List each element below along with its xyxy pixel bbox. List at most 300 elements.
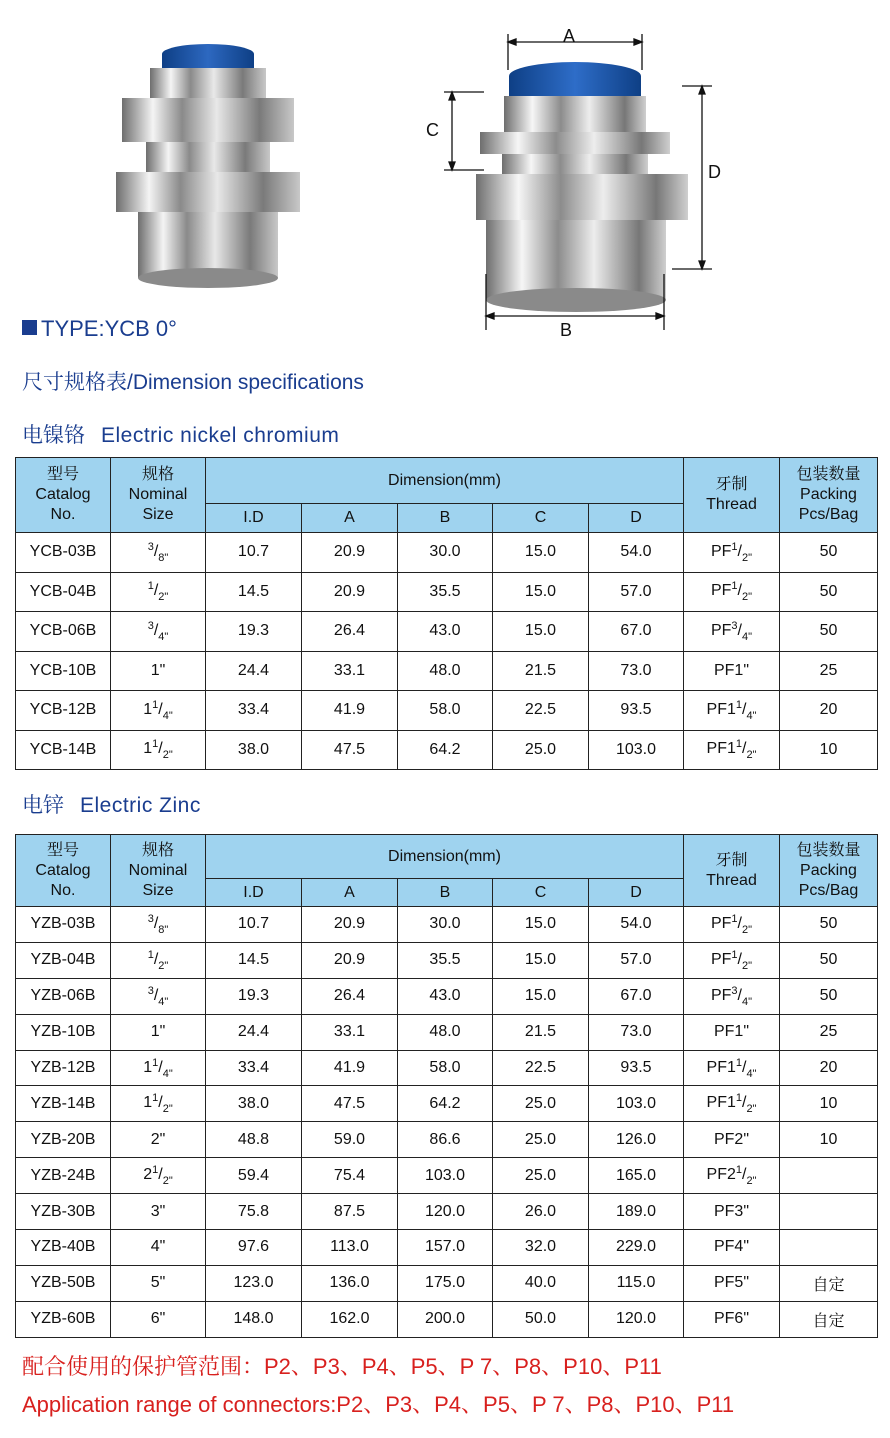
fraction-value bbox=[143, 738, 173, 762]
fraction-value bbox=[710, 580, 753, 604]
fraction-whole: 2" bbox=[150, 1130, 166, 1148]
cell-c: 22.5 bbox=[493, 1050, 589, 1086]
cell-c: 21.5 bbox=[493, 651, 589, 691]
cell-c: 21.5 bbox=[493, 1014, 589, 1050]
cell-packing: 自定 bbox=[780, 1301, 878, 1337]
cell-size bbox=[111, 612, 206, 652]
fraction-denominator: 4" bbox=[158, 995, 169, 1008]
fraction-whole: PF6" bbox=[713, 1310, 750, 1328]
cell-id: 148.0 bbox=[206, 1301, 302, 1337]
header-dimension: Dimension(mm) bbox=[206, 835, 684, 879]
fraction-numerator: 1 bbox=[731, 580, 738, 593]
spec-title: 尺寸规格表/Dimension specifications bbox=[22, 371, 364, 394]
cell-catalog: YZB-20B bbox=[16, 1122, 111, 1158]
fraction-numerator: 3 bbox=[147, 540, 154, 553]
cell-id: 19.3 bbox=[206, 612, 302, 652]
cell-size bbox=[111, 1122, 206, 1158]
cell-catalog: YZB-12B bbox=[16, 1050, 111, 1086]
fraction-numerator: 1 bbox=[147, 580, 154, 593]
cell-id: 24.4 bbox=[206, 1014, 302, 1050]
cell-id: 10.7 bbox=[206, 907, 302, 943]
fraction-value bbox=[706, 1092, 757, 1116]
table-row bbox=[16, 907, 878, 943]
fraction-slash: / bbox=[158, 1058, 163, 1076]
cell-thread bbox=[684, 1301, 780, 1337]
cell-size bbox=[111, 907, 206, 943]
cell-packing bbox=[780, 1158, 878, 1194]
cell-size bbox=[111, 1086, 206, 1122]
cell-catalog: YZB-10B bbox=[16, 1014, 111, 1050]
fraction-denominator: 4" bbox=[742, 995, 753, 1008]
cell-c: 15.0 bbox=[493, 907, 589, 943]
fraction-denominator: 2" bbox=[158, 591, 169, 604]
fraction-slash: / bbox=[737, 950, 742, 968]
fraction-numerator: 1 bbox=[735, 1056, 742, 1069]
cell-b: 35.5 bbox=[398, 942, 493, 978]
cell-thread bbox=[684, 1122, 780, 1158]
cell-d: 103.0 bbox=[589, 730, 684, 770]
fraction-whole: PF4" bbox=[713, 1238, 750, 1256]
table-row bbox=[16, 978, 878, 1014]
fraction-whole: PF2" bbox=[713, 1130, 750, 1148]
cell-b: 64.2 bbox=[398, 1086, 493, 1122]
cell-c: 25.0 bbox=[493, 1122, 589, 1158]
fraction-numerator: 1 bbox=[735, 1092, 742, 1105]
fraction-value bbox=[714, 662, 749, 679]
header-id: I.D bbox=[206, 504, 302, 533]
fraction-numerator: 1 bbox=[735, 738, 742, 751]
cell-d: 67.0 bbox=[589, 612, 684, 652]
table-row bbox=[16, 1265, 878, 1301]
cell-catalog: YCB-04B bbox=[16, 572, 111, 612]
cell-id: 33.4 bbox=[206, 1050, 302, 1086]
fraction-numerator: 1 bbox=[152, 738, 159, 751]
fraction-denominator: 4" bbox=[746, 1067, 757, 1080]
table-row bbox=[16, 1086, 878, 1122]
cell-a: 20.9 bbox=[302, 942, 398, 978]
fraction-numerator: 1 bbox=[152, 1056, 159, 1069]
fraction-slash: / bbox=[741, 700, 747, 718]
fraction-value bbox=[151, 1310, 166, 1327]
cell-id: 10.7 bbox=[206, 533, 302, 573]
cell-c: 15.0 bbox=[493, 942, 589, 978]
cell-size bbox=[111, 1014, 206, 1050]
cell-size bbox=[111, 1230, 206, 1266]
cell-size bbox=[111, 691, 206, 731]
fraction-whole: 6" bbox=[150, 1310, 166, 1328]
fraction-value bbox=[147, 948, 169, 972]
cell-packing bbox=[780, 1194, 878, 1230]
header-a: A bbox=[302, 879, 398, 907]
cell-catalog: YCB-14B bbox=[16, 730, 111, 770]
cell-packing: 50 bbox=[780, 572, 878, 612]
cell-d: 67.0 bbox=[589, 978, 684, 1014]
cell-size bbox=[111, 942, 206, 978]
cell-id: 14.5 bbox=[206, 572, 302, 612]
fraction-denominator: 4" bbox=[162, 1067, 173, 1080]
cell-thread bbox=[684, 978, 780, 1014]
cell-b: 64.2 bbox=[398, 730, 493, 770]
dim-label-a: A bbox=[563, 26, 576, 46]
fraction-value bbox=[714, 1023, 749, 1040]
fraction-whole: PF2 bbox=[706, 1166, 736, 1184]
fraction-denominator: 2" bbox=[742, 959, 753, 972]
cell-catalog: YZB-60B bbox=[16, 1301, 111, 1337]
fraction-value bbox=[714, 1238, 749, 1255]
fraction-numerator: 1 bbox=[731, 948, 738, 961]
cell-c: 26.0 bbox=[493, 1194, 589, 1230]
fraction-whole: PF bbox=[710, 582, 732, 600]
section-title-zinc bbox=[22, 789, 201, 819]
cell-size bbox=[111, 1158, 206, 1194]
fraction-whole: 1 bbox=[143, 1058, 153, 1076]
cell-thread bbox=[684, 533, 780, 573]
fraction-value bbox=[147, 540, 169, 564]
header-id: I.D bbox=[206, 879, 302, 907]
fraction-whole: PF1 bbox=[706, 1058, 736, 1076]
fraction-value bbox=[706, 1164, 757, 1188]
fraction-whole: 4" bbox=[150, 1238, 166, 1256]
cell-b: 35.5 bbox=[398, 572, 493, 612]
cell-id: 24.4 bbox=[206, 651, 302, 691]
cell-b: 157.0 bbox=[398, 1230, 493, 1266]
fraction-denominator: 8" bbox=[158, 923, 169, 936]
cell-id: 59.4 bbox=[206, 1158, 302, 1194]
fraction-slash: / bbox=[158, 700, 163, 718]
cell-d: 73.0 bbox=[589, 651, 684, 691]
cell-size bbox=[111, 1050, 206, 1086]
header-c: C bbox=[493, 879, 589, 907]
header-dimension: Dimension(mm) bbox=[206, 458, 684, 504]
table-row bbox=[16, 1014, 878, 1050]
table-row bbox=[16, 942, 878, 978]
application-range-cn: 配合使用的保护管范围：P2、P3、P4、P5、P 7、P8、P10、P11 bbox=[22, 1354, 662, 1379]
cell-packing bbox=[780, 1230, 878, 1266]
cell-a: 20.9 bbox=[302, 907, 398, 943]
cell-packing: 50 bbox=[780, 978, 878, 1014]
fraction-whole: PF1 bbox=[706, 1094, 736, 1112]
fraction-value bbox=[710, 540, 753, 564]
cell-packing: 20 bbox=[780, 691, 878, 731]
application-range-en: Application range of connectors:P2、P3、P4、P5、P 7、P8、P10、P11 bbox=[22, 1392, 735, 1417]
fraction-denominator: 4" bbox=[746, 709, 757, 722]
cell-packing: 10 bbox=[780, 1086, 878, 1122]
cell-b: 120.0 bbox=[398, 1194, 493, 1230]
type-heading bbox=[22, 316, 177, 342]
cell-d: 54.0 bbox=[589, 907, 684, 943]
header-packing: 包装数量 Packing Pcs/Bag bbox=[780, 458, 878, 533]
cell-b: 200.0 bbox=[398, 1301, 493, 1337]
dim-label-b: B bbox=[560, 320, 573, 340]
fraction-whole: PF bbox=[710, 950, 732, 968]
cell-size bbox=[111, 730, 206, 770]
spec-table-nickel bbox=[15, 457, 878, 770]
header-b: B bbox=[398, 879, 493, 907]
fraction-numerator: 3 bbox=[147, 984, 154, 997]
fraction-value bbox=[706, 698, 757, 722]
cell-thread bbox=[684, 907, 780, 943]
fraction-slash: / bbox=[158, 1166, 163, 1184]
cell-b: 48.0 bbox=[398, 1014, 493, 1050]
fraction-numerator: 1 bbox=[735, 1164, 742, 1177]
fraction-denominator: 2" bbox=[746, 749, 757, 762]
cell-c: 15.0 bbox=[493, 533, 589, 573]
cell-a: 33.1 bbox=[302, 1014, 398, 1050]
fraction-value bbox=[151, 1131, 166, 1148]
fraction-value bbox=[151, 1274, 166, 1291]
fraction-whole: 1 bbox=[143, 1094, 153, 1112]
cell-b: 43.0 bbox=[398, 978, 493, 1014]
cell-thread bbox=[684, 730, 780, 770]
cell-thread bbox=[684, 1158, 780, 1194]
table-row bbox=[16, 691, 878, 731]
section-title-en: Electric nickel chromium bbox=[101, 424, 340, 447]
cell-packing: 25 bbox=[780, 651, 878, 691]
fraction-slash: / bbox=[741, 1094, 747, 1112]
fraction-slash: / bbox=[153, 950, 159, 968]
type-label: TYPE:YCB 0° bbox=[41, 316, 177, 341]
connector-photo-left bbox=[108, 40, 308, 290]
table-row bbox=[16, 1122, 878, 1158]
fraction-whole: PF bbox=[710, 986, 732, 1004]
cell-d: 73.0 bbox=[589, 1014, 684, 1050]
fraction-value bbox=[714, 1203, 749, 1220]
table-row bbox=[16, 730, 878, 770]
header-catalog: 型号 Catalog No. bbox=[16, 458, 111, 533]
cell-c: 25.0 bbox=[493, 1086, 589, 1122]
cell-packing: 50 bbox=[780, 907, 878, 943]
fraction-numerator: 1 bbox=[152, 698, 159, 711]
fraction-slash: / bbox=[741, 1166, 747, 1184]
fraction-whole: 5" bbox=[150, 1274, 166, 1292]
cell-a: 20.9 bbox=[302, 572, 398, 612]
fraction-slash: / bbox=[158, 740, 163, 758]
cell-id: 19.3 bbox=[206, 978, 302, 1014]
header-thread: 牙制 Thread bbox=[684, 835, 780, 907]
fraction-numerator: 1 bbox=[152, 1164, 159, 1177]
cell-size bbox=[111, 533, 206, 573]
cell-d: 57.0 bbox=[589, 572, 684, 612]
fraction-numerator: 3 bbox=[731, 619, 738, 632]
fraction-value bbox=[710, 912, 753, 936]
cell-thread bbox=[684, 612, 780, 652]
cell-id: 33.4 bbox=[206, 691, 302, 731]
fraction-slash: / bbox=[153, 542, 159, 560]
cell-a: 33.1 bbox=[302, 651, 398, 691]
cell-c: 40.0 bbox=[493, 1265, 589, 1301]
fraction-value bbox=[706, 1056, 757, 1080]
cell-id: 38.0 bbox=[206, 1086, 302, 1122]
cell-packing: 10 bbox=[780, 1122, 878, 1158]
fraction-slash: / bbox=[158, 1094, 163, 1112]
header-packing: 包装数量 Packing Pcs/Bag bbox=[780, 835, 878, 907]
cell-a: 26.4 bbox=[302, 978, 398, 1014]
fraction-slash: / bbox=[737, 621, 742, 639]
cell-catalog: YZB-04B bbox=[16, 942, 111, 978]
fraction-value bbox=[710, 984, 753, 1008]
section-title-en: Electric Zinc bbox=[80, 794, 201, 817]
table-row bbox=[16, 1050, 878, 1086]
fraction-denominator: 2" bbox=[162, 1103, 173, 1116]
fraction-whole: PF1 bbox=[706, 700, 736, 718]
cell-thread bbox=[684, 1086, 780, 1122]
connector-dimension-diagram bbox=[420, 20, 740, 350]
cell-d: 126.0 bbox=[589, 1122, 684, 1158]
cell-b: 30.0 bbox=[398, 907, 493, 943]
fraction-slash: / bbox=[153, 914, 159, 932]
fraction-denominator: 2" bbox=[742, 551, 753, 564]
fraction-whole: 1" bbox=[150, 1023, 166, 1041]
fraction-slash: / bbox=[741, 1058, 747, 1076]
section-title-nickel bbox=[22, 419, 339, 449]
cell-thread bbox=[684, 1014, 780, 1050]
table-body-nickel bbox=[16, 533, 878, 770]
cell-d: 120.0 bbox=[589, 1301, 684, 1337]
fraction-denominator: 4" bbox=[162, 709, 173, 722]
fraction-value bbox=[147, 984, 169, 1008]
cell-id: 48.8 bbox=[206, 1122, 302, 1158]
cell-b: 30.0 bbox=[398, 533, 493, 573]
cell-c: 50.0 bbox=[493, 1301, 589, 1337]
cell-catalog: YZB-14B bbox=[16, 1086, 111, 1122]
cell-a: 26.4 bbox=[302, 612, 398, 652]
table-row bbox=[16, 572, 878, 612]
fraction-denominator: 2" bbox=[746, 1175, 757, 1188]
cell-catalog: YZB-30B bbox=[16, 1194, 111, 1230]
fraction-numerator: 1 bbox=[735, 698, 742, 711]
header-d: D bbox=[589, 504, 684, 533]
cell-a: 47.5 bbox=[302, 1086, 398, 1122]
fraction-slash: / bbox=[737, 582, 742, 600]
cell-c: 15.0 bbox=[493, 572, 589, 612]
fraction-numerator: 1 bbox=[152, 1092, 159, 1105]
cell-size bbox=[111, 572, 206, 612]
cell-b: 58.0 bbox=[398, 1050, 493, 1086]
cell-size bbox=[111, 1194, 206, 1230]
header-catalog: 型号 Catalog No. bbox=[16, 835, 111, 907]
cell-thread bbox=[684, 651, 780, 691]
header-thread: 牙制 Thread bbox=[684, 458, 780, 533]
fraction-slash: / bbox=[737, 914, 742, 932]
fraction-whole: PF3" bbox=[713, 1202, 750, 1220]
fraction-numerator: 1 bbox=[147, 948, 154, 961]
cell-d: 93.5 bbox=[589, 1050, 684, 1086]
cell-packing: 25 bbox=[780, 1014, 878, 1050]
fraction-value bbox=[143, 1164, 173, 1188]
table-row bbox=[16, 1230, 878, 1266]
cell-d: 93.5 bbox=[589, 691, 684, 731]
cell-packing: 50 bbox=[780, 533, 878, 573]
cell-thread bbox=[684, 1265, 780, 1301]
fraction-slash: / bbox=[153, 621, 159, 639]
cell-b: 48.0 bbox=[398, 651, 493, 691]
cell-catalog: YZB-40B bbox=[16, 1230, 111, 1266]
fraction-whole: PF1" bbox=[713, 1023, 750, 1041]
cell-a: 136.0 bbox=[302, 1265, 398, 1301]
fraction-denominator: 2" bbox=[742, 923, 753, 936]
cell-thread bbox=[684, 1230, 780, 1266]
cell-thread bbox=[684, 572, 780, 612]
cell-a: 20.9 bbox=[302, 533, 398, 573]
cell-d: 189.0 bbox=[589, 1194, 684, 1230]
cell-id: 75.8 bbox=[206, 1194, 302, 1230]
cell-c: 15.0 bbox=[493, 612, 589, 652]
fraction-slash: / bbox=[153, 986, 159, 1004]
fraction-whole: 3" bbox=[150, 1202, 166, 1220]
fraction-numerator: 3 bbox=[731, 984, 738, 997]
cell-thread bbox=[684, 942, 780, 978]
cell-b: 175.0 bbox=[398, 1265, 493, 1301]
cell-c: 15.0 bbox=[493, 978, 589, 1014]
table-body-zinc bbox=[16, 907, 878, 1338]
cell-c: 32.0 bbox=[493, 1230, 589, 1266]
fraction-value bbox=[151, 1238, 166, 1255]
spec-table-zinc bbox=[15, 834, 878, 1338]
table-row bbox=[16, 533, 878, 573]
section-title-cn: 电镍铬 bbox=[22, 424, 85, 447]
fraction-value bbox=[151, 1023, 166, 1040]
cell-id: 123.0 bbox=[206, 1265, 302, 1301]
cell-size bbox=[111, 1265, 206, 1301]
fraction-numerator: 1 bbox=[731, 912, 738, 925]
fraction-value bbox=[143, 1092, 173, 1116]
cell-d: 115.0 bbox=[589, 1265, 684, 1301]
fraction-denominator: 2" bbox=[158, 959, 169, 972]
cell-d: 54.0 bbox=[589, 533, 684, 573]
cell-id: 38.0 bbox=[206, 730, 302, 770]
cell-d: 165.0 bbox=[589, 1158, 684, 1194]
cell-b: 86.6 bbox=[398, 1122, 493, 1158]
fraction-denominator: 2" bbox=[742, 591, 753, 604]
fraction-value bbox=[151, 662, 166, 679]
fraction-numerator: 1 bbox=[731, 540, 738, 553]
fraction-whole: PF1" bbox=[713, 661, 750, 679]
cell-c: 25.0 bbox=[493, 1158, 589, 1194]
fraction-value bbox=[710, 619, 753, 643]
fraction-whole: PF bbox=[710, 914, 732, 932]
fraction-value bbox=[147, 619, 169, 643]
cell-size bbox=[111, 1301, 206, 1337]
fraction-whole: 1" bbox=[150, 661, 166, 679]
dim-label-c: C bbox=[426, 120, 439, 140]
fraction-denominator: 2" bbox=[162, 1175, 173, 1188]
cell-a: 41.9 bbox=[302, 1050, 398, 1086]
fraction-value bbox=[147, 912, 169, 936]
fraction-slash: / bbox=[737, 542, 742, 560]
fraction-numerator: 3 bbox=[147, 912, 154, 925]
fraction-whole: PF5" bbox=[713, 1274, 750, 1292]
cell-c: 25.0 bbox=[493, 730, 589, 770]
fraction-value bbox=[714, 1274, 749, 1291]
fraction-slash: / bbox=[741, 740, 747, 758]
fraction-whole: 1 bbox=[143, 740, 153, 758]
fraction-denominator: 2" bbox=[162, 749, 173, 762]
fraction-denominator: 2" bbox=[746, 1103, 757, 1116]
fraction-slash: / bbox=[153, 582, 159, 600]
cell-d: 103.0 bbox=[589, 1086, 684, 1122]
cell-packing: 50 bbox=[780, 612, 878, 652]
cell-a: 59.0 bbox=[302, 1122, 398, 1158]
fraction-denominator: 4" bbox=[158, 630, 169, 643]
cell-packing: 20 bbox=[780, 1050, 878, 1086]
cell-b: 58.0 bbox=[398, 691, 493, 731]
cell-size bbox=[111, 978, 206, 1014]
cell-id: 97.6 bbox=[206, 1230, 302, 1266]
cell-thread bbox=[684, 1194, 780, 1230]
square-bullet-icon bbox=[22, 320, 37, 335]
fraction-whole: PF1 bbox=[706, 740, 736, 758]
table-row bbox=[16, 612, 878, 652]
